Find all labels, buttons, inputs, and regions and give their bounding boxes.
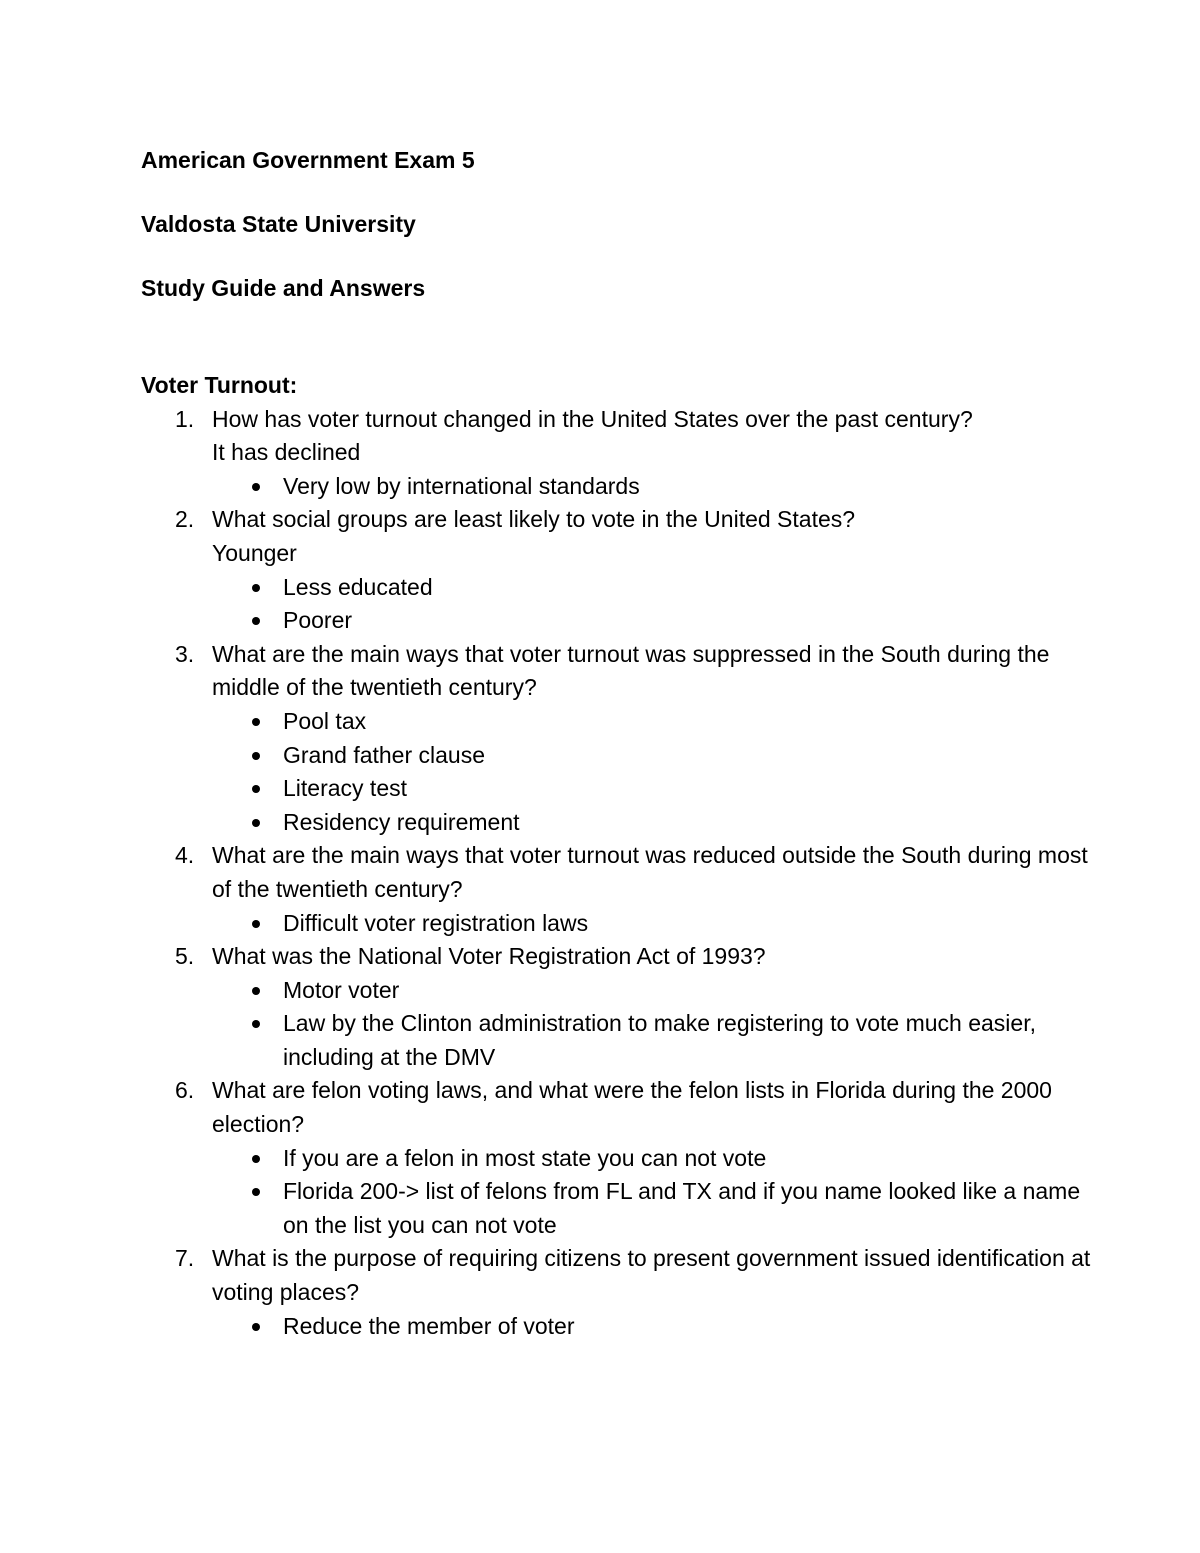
university-name: Valdosta State University xyxy=(141,211,416,237)
bullet-text: Motor voter xyxy=(283,976,400,1003)
bullet-text: Very low by international standards xyxy=(283,472,640,499)
question-number: 5. xyxy=(175,943,195,970)
bullet-icon xyxy=(252,987,260,995)
answer-bullets xyxy=(212,974,1101,1075)
bullet-icon xyxy=(252,819,260,827)
answer-bullets xyxy=(212,1142,1101,1243)
question-text: What was the National Voter Registration Act of 1993? xyxy=(212,943,766,970)
answer-bullets xyxy=(212,571,1101,638)
question-item-1 xyxy=(141,403,1101,504)
bullet-text: Poorer xyxy=(283,607,353,634)
question-text: How has voter turnout changed in the United States over the past century? xyxy=(212,405,973,432)
bullet-icon xyxy=(252,617,260,625)
bullet-text: Less educated xyxy=(283,573,433,600)
document-title: American Government Exam 5 xyxy=(141,147,475,173)
question-item-3 xyxy=(141,638,1101,840)
question-item-5 xyxy=(141,940,1101,1074)
bullet-icon xyxy=(252,1323,260,1331)
answer-bullets xyxy=(212,705,1101,839)
question-item-6 xyxy=(141,1074,1101,1242)
bullet-text: Difficult voter registration laws xyxy=(283,909,589,936)
question-item-4 xyxy=(141,839,1101,940)
section-heading: Voter Turnout: xyxy=(141,372,298,398)
bullet-item xyxy=(212,705,1101,739)
bullet-item xyxy=(212,604,1101,638)
question-number: 7. xyxy=(175,1245,195,1272)
bullet-item xyxy=(212,739,1101,773)
question-number: 4. xyxy=(175,842,195,869)
question-text: What are felon voting laws, and what were the felon lists in Florida during the 2000 election? xyxy=(212,1077,1052,1138)
bullet-icon xyxy=(252,1155,260,1163)
bullet-text: Law by the Clinton administration to make registering to vote much easier, including at the DMV xyxy=(283,1010,1036,1070)
bullet-item xyxy=(212,1142,1101,1176)
question-text: What are the main ways that voter turnout was reduced outside the South during most of the twentieth century? xyxy=(212,842,1088,902)
question-number: 2. xyxy=(175,506,195,533)
question-text: What social groups are least likely to vote in the United States? xyxy=(212,506,856,533)
question-number: 3. xyxy=(175,640,195,667)
question-number: 1. xyxy=(175,405,195,432)
bullet-item xyxy=(212,571,1101,605)
question-answer: It has declined xyxy=(212,439,361,466)
bullet-icon xyxy=(252,718,260,726)
question-text: What is the purpose of requiring citizens to present government issued identification at voting places? xyxy=(212,1245,1091,1306)
bullet-item xyxy=(212,1175,1101,1242)
bullet-text: Florida 200-> list of felons from FL and TX and if you name looked like a name on the list you can not vote xyxy=(283,1178,1081,1238)
answer-bullets xyxy=(212,1310,1101,1344)
bullet-text: Residency requirement xyxy=(283,808,520,835)
answer-bullets xyxy=(212,907,1101,941)
answer-bullets xyxy=(212,470,1101,504)
bullet-text: If you are a felon in most state you can not vote xyxy=(283,1144,767,1171)
bullet-icon xyxy=(252,752,260,760)
question-list xyxy=(141,403,1101,1344)
bullet-text: Grand father clause xyxy=(283,741,486,768)
question-answer: Younger xyxy=(212,539,297,566)
question-text: What are the main ways that voter turnout was suppressed in the South during the middle of the twentieth century? xyxy=(212,640,1050,701)
bullet-icon xyxy=(252,785,260,793)
bullet-icon xyxy=(252,584,260,592)
question-item-2 xyxy=(141,503,1101,637)
bullet-item xyxy=(212,470,1101,504)
bullet-text: Pool tax xyxy=(283,707,367,734)
bullet-text: Literacy test xyxy=(283,775,407,802)
bullet-item xyxy=(212,772,1101,806)
question-number: 6. xyxy=(175,1077,195,1104)
bullet-item xyxy=(212,974,1101,1008)
bullet-item xyxy=(212,907,1101,941)
bullet-icon xyxy=(252,1188,260,1196)
document-subtitle: Study Guide and Answers xyxy=(141,275,426,301)
document-content xyxy=(141,144,1101,1343)
bullet-icon xyxy=(252,920,260,928)
question-item-7 xyxy=(141,1242,1101,1343)
bullet-icon xyxy=(252,1020,260,1028)
bullet-item xyxy=(212,1310,1101,1344)
bullet-item xyxy=(212,806,1101,840)
bullet-icon xyxy=(252,483,260,491)
bullet-text: Reduce the member of voter xyxy=(283,1312,575,1339)
bullet-item xyxy=(212,1007,1101,1074)
